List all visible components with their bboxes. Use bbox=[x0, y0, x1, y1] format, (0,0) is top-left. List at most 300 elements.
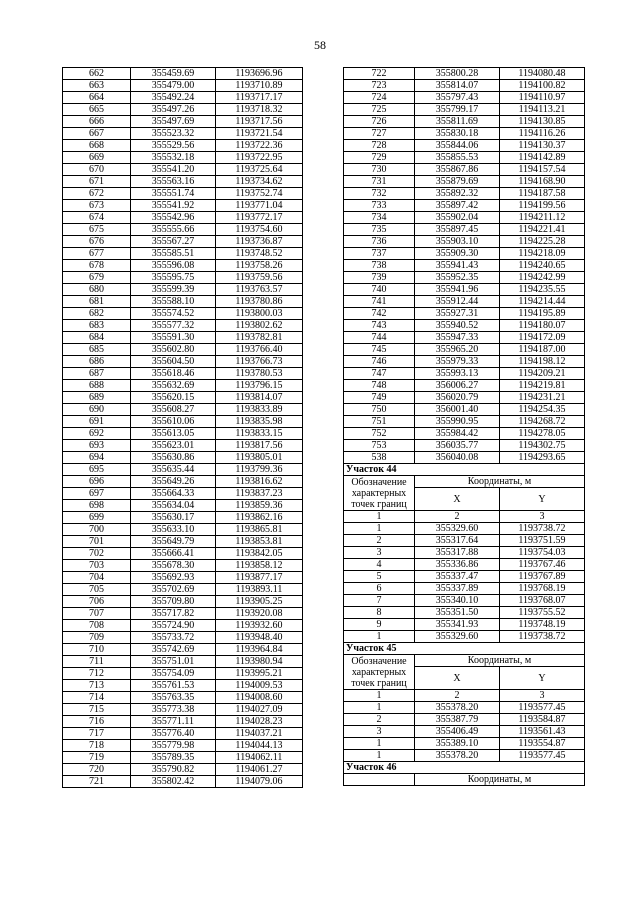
table-row bbox=[63, 728, 303, 740]
y-coordinate-cell: 1193862.16 bbox=[216, 512, 303, 524]
table-row bbox=[344, 128, 585, 140]
y-coordinate-cell: 1193932.60 bbox=[216, 620, 303, 632]
y-coordinate-cell: 1194180.07 bbox=[500, 320, 585, 332]
table-row bbox=[63, 392, 303, 404]
point-number-cell: 702 bbox=[63, 548, 131, 560]
x-coordinate-cell: 355567.27 bbox=[131, 236, 216, 248]
x-coordinate-cell: 355790.82 bbox=[131, 764, 216, 776]
table-row bbox=[344, 272, 585, 284]
header-row bbox=[344, 655, 585, 667]
y-coordinate-cell: 1193766.73 bbox=[216, 356, 303, 368]
point-number-cell: 722 bbox=[344, 68, 415, 80]
point-number-cell: 716 bbox=[63, 716, 131, 728]
y-coordinate-cell: 1193748.19 bbox=[500, 619, 585, 631]
y-coordinate-cell: 1193796.15 bbox=[216, 380, 303, 392]
x-coordinate-cell: 355492.24 bbox=[131, 92, 216, 104]
point-number-cell: 672 bbox=[63, 188, 131, 200]
x-coordinate-cell: 355635.44 bbox=[131, 464, 216, 476]
y-coordinate-cell: 1194254.35 bbox=[500, 404, 585, 416]
point-number-cell: 737 bbox=[344, 248, 415, 260]
x-coordinate-cell: 355630.86 bbox=[131, 452, 216, 464]
table-row bbox=[344, 140, 585, 152]
x-coordinate-cell: 355912.44 bbox=[415, 296, 500, 308]
x-coordinate-cell: 355773.38 bbox=[131, 704, 216, 716]
column-index-row bbox=[344, 511, 585, 523]
x-coordinate-cell: 355541.20 bbox=[131, 164, 216, 176]
point-number-cell: 685 bbox=[63, 344, 131, 356]
point-number-cell: 725 bbox=[344, 104, 415, 116]
y-coordinate-cell: 1193772.17 bbox=[216, 212, 303, 224]
table-row bbox=[344, 380, 585, 392]
point-number-cell: 677 bbox=[63, 248, 131, 260]
y-coordinate-cell: 1193752.74 bbox=[216, 188, 303, 200]
table-row bbox=[63, 224, 303, 236]
section-title-row bbox=[344, 643, 585, 655]
y-coordinate-cell: 1193799.36 bbox=[216, 464, 303, 476]
y-coordinate-cell: 1194130.85 bbox=[500, 116, 585, 128]
x-coordinate-cell: 355902.04 bbox=[415, 212, 500, 224]
table-row bbox=[344, 116, 585, 128]
point-number-cell: 713 bbox=[63, 680, 131, 692]
y-coordinate-cell: 1193717.56 bbox=[216, 116, 303, 128]
x-coordinate-cell: 355608.27 bbox=[131, 404, 216, 416]
point-number-cell: 662 bbox=[63, 68, 131, 80]
table-row bbox=[344, 92, 585, 104]
x-coordinate-cell: 355329.60 bbox=[415, 523, 500, 535]
point-number-cell: 720 bbox=[63, 764, 131, 776]
table-row bbox=[63, 572, 303, 584]
table-row bbox=[63, 404, 303, 416]
column-index: 1 bbox=[344, 511, 415, 523]
table-row bbox=[344, 260, 585, 272]
y-coordinate-cell: 1193782.81 bbox=[216, 332, 303, 344]
point-number-cell: 6 bbox=[344, 583, 415, 595]
y-coordinate-cell: 1193853.81 bbox=[216, 536, 303, 548]
y-coordinate-cell: 1194221.41 bbox=[500, 224, 585, 236]
section-title-row bbox=[344, 464, 585, 476]
point-number-cell: 4 bbox=[344, 559, 415, 571]
table-row bbox=[344, 702, 585, 714]
table-row bbox=[344, 750, 585, 762]
table-row bbox=[344, 248, 585, 260]
x-coordinate-cell: 355800.28 bbox=[415, 68, 500, 80]
y-coordinate-cell: 1194209.21 bbox=[500, 368, 585, 380]
x-coordinate-cell: 355341.93 bbox=[415, 619, 500, 631]
point-number-cell: 728 bbox=[344, 140, 415, 152]
point-number-cell: 9 bbox=[344, 619, 415, 631]
x-coordinate-cell: 355742.69 bbox=[131, 644, 216, 656]
point-number-cell: 704 bbox=[63, 572, 131, 584]
point-number-cell: 748 bbox=[344, 380, 415, 392]
point-number-cell: 2 bbox=[344, 535, 415, 547]
point-number-cell: 730 bbox=[344, 164, 415, 176]
y-coordinate-cell: 1193751.59 bbox=[500, 535, 585, 547]
point-number-cell: 683 bbox=[63, 320, 131, 332]
table-row bbox=[63, 176, 303, 188]
table-row bbox=[63, 188, 303, 200]
y-coordinate-cell: 1193722.36 bbox=[216, 140, 303, 152]
point-number-cell: 1 bbox=[344, 631, 415, 643]
table-row bbox=[63, 680, 303, 692]
table-row bbox=[63, 488, 303, 500]
table-row bbox=[63, 116, 303, 128]
point-number-cell: 718 bbox=[63, 740, 131, 752]
x-coordinate-cell: 355633.10 bbox=[131, 524, 216, 536]
point-number-cell: 1 bbox=[344, 750, 415, 762]
point-number-cell: 723 bbox=[344, 80, 415, 92]
point-designation-header: Обозначение характерных точек границ bbox=[344, 655, 415, 690]
point-number-cell: 678 bbox=[63, 260, 131, 272]
section-title: Участок 45 bbox=[344, 643, 585, 655]
section-title: Участок 46 bbox=[344, 762, 585, 774]
x-coordinate-cell: 355610.06 bbox=[131, 416, 216, 428]
y-coordinate-cell: 1193877.17 bbox=[216, 572, 303, 584]
point-number-cell: 733 bbox=[344, 200, 415, 212]
x-coordinate-cell: 355329.60 bbox=[415, 631, 500, 643]
y-coordinate-cell: 1193736.87 bbox=[216, 236, 303, 248]
x-coordinate-cell: 355892.32 bbox=[415, 188, 500, 200]
point-number-cell: 727 bbox=[344, 128, 415, 140]
table-row bbox=[63, 344, 303, 356]
table-row bbox=[63, 380, 303, 392]
point-number-cell: 2 bbox=[344, 714, 415, 726]
table-row bbox=[344, 68, 585, 80]
table-row bbox=[344, 535, 585, 547]
y-coordinate-cell: 1193995.21 bbox=[216, 668, 303, 680]
y-coordinate-cell: 1194187.00 bbox=[500, 344, 585, 356]
column-index: 2 bbox=[415, 690, 500, 702]
point-number-cell: 710 bbox=[63, 644, 131, 656]
point-number-cell: 681 bbox=[63, 296, 131, 308]
section-title-row bbox=[344, 762, 585, 774]
page-number: 58 bbox=[314, 38, 326, 52]
table-row bbox=[63, 416, 303, 428]
point-number-cell: 682 bbox=[63, 308, 131, 320]
x-coordinate-cell: 355623.01 bbox=[131, 440, 216, 452]
x-coordinate-cell: 355555.66 bbox=[131, 224, 216, 236]
y-coordinate-cell: 1193920.08 bbox=[216, 608, 303, 620]
point-number-cell: 671 bbox=[63, 176, 131, 188]
x-coordinate-cell: 355799.17 bbox=[415, 104, 500, 116]
table-row bbox=[63, 164, 303, 176]
y-coordinate-cell: 1194268.72 bbox=[500, 416, 585, 428]
table-row bbox=[63, 668, 303, 680]
table-row bbox=[63, 248, 303, 260]
y-coordinate-cell: 1193710.89 bbox=[216, 80, 303, 92]
y-coordinate-cell: 1193980.94 bbox=[216, 656, 303, 668]
point-number-cell: 8 bbox=[344, 607, 415, 619]
table-row bbox=[63, 596, 303, 608]
x-coordinate-cell: 355903.10 bbox=[415, 236, 500, 248]
x-coordinate-cell: 355830.18 bbox=[415, 128, 500, 140]
y-coordinate-cell: 1194168.90 bbox=[500, 176, 585, 188]
y-coordinate-cell: 1193754.03 bbox=[500, 547, 585, 559]
table-row bbox=[63, 92, 303, 104]
table-row bbox=[344, 296, 585, 308]
x-coordinate-cell: 355993.13 bbox=[415, 368, 500, 380]
point-number-cell: 742 bbox=[344, 308, 415, 320]
y-coordinate-cell: 1193721.54 bbox=[216, 128, 303, 140]
x-coordinate-cell: 355337.89 bbox=[415, 583, 500, 595]
table-row bbox=[344, 392, 585, 404]
x-coordinate-cell: 355542.96 bbox=[131, 212, 216, 224]
y-coordinate-cell: 1194219.81 bbox=[500, 380, 585, 392]
x-coordinate-cell: 355632.69 bbox=[131, 380, 216, 392]
x-coordinate-cell: 355979.33 bbox=[415, 356, 500, 368]
point-number-cell: 687 bbox=[63, 368, 131, 380]
table-row bbox=[344, 224, 585, 236]
point-number-cell: 666 bbox=[63, 116, 131, 128]
x-coordinate-cell: 355630.17 bbox=[131, 512, 216, 524]
y-coordinate-cell: 1193833.89 bbox=[216, 404, 303, 416]
point-number-cell: 705 bbox=[63, 584, 131, 596]
x-coordinate-cell: 355897.42 bbox=[415, 200, 500, 212]
x-coordinate-cell: 355591.30 bbox=[131, 332, 216, 344]
point-number-cell: 734 bbox=[344, 212, 415, 224]
table-row bbox=[63, 428, 303, 440]
x-coordinate-cell: 355797.43 bbox=[415, 92, 500, 104]
x-coordinate-cell: 355724.90 bbox=[131, 620, 216, 632]
x-coordinate-cell: 355779.98 bbox=[131, 740, 216, 752]
y-coordinate-cell: 1193817.56 bbox=[216, 440, 303, 452]
table-row bbox=[63, 692, 303, 704]
point-number-cell: 708 bbox=[63, 620, 131, 632]
point-number-cell: 715 bbox=[63, 704, 131, 716]
point-number-cell: 669 bbox=[63, 152, 131, 164]
table-row bbox=[344, 212, 585, 224]
table-row bbox=[344, 104, 585, 116]
column-index: 2 bbox=[415, 511, 500, 523]
table-row bbox=[344, 80, 585, 92]
y-coordinate-cell: 1194116.26 bbox=[500, 128, 585, 140]
y-coordinate-cell: 1194278.05 bbox=[500, 428, 585, 440]
table-row bbox=[344, 452, 585, 464]
coordinates-header: Координаты, м bbox=[415, 476, 585, 488]
table-row bbox=[344, 332, 585, 344]
table-row bbox=[344, 428, 585, 440]
point-number-cell: 707 bbox=[63, 608, 131, 620]
table-row bbox=[344, 164, 585, 176]
table-row bbox=[63, 440, 303, 452]
x-coordinate-cell: 355613.05 bbox=[131, 428, 216, 440]
x-coordinate-cell: 355351.50 bbox=[415, 607, 500, 619]
point-designation-header: Обозначение характерных точек границ bbox=[344, 476, 415, 511]
coordinates-table-left bbox=[62, 67, 303, 788]
x-coordinate-cell: 355990.95 bbox=[415, 416, 500, 428]
table-row bbox=[63, 560, 303, 572]
y-coordinate-cell: 1193835.98 bbox=[216, 416, 303, 428]
table-row bbox=[344, 308, 585, 320]
point-number-cell: 740 bbox=[344, 284, 415, 296]
table-row bbox=[63, 704, 303, 716]
y-coordinate-cell: 1193816.62 bbox=[216, 476, 303, 488]
y-coordinate-cell: 1193722.95 bbox=[216, 152, 303, 164]
y-coordinate-cell: 1193905.25 bbox=[216, 596, 303, 608]
table-row bbox=[63, 296, 303, 308]
x-coordinate-cell: 356035.77 bbox=[415, 440, 500, 452]
point-number-cell: 739 bbox=[344, 272, 415, 284]
table-row bbox=[63, 68, 303, 80]
coordinates-header: Координаты, м bbox=[415, 774, 585, 786]
y-coordinate-cell: 1193718.32 bbox=[216, 104, 303, 116]
y-coordinate-cell: 1193859.36 bbox=[216, 500, 303, 512]
table-row bbox=[344, 200, 585, 212]
x-coordinate-cell: 355664.33 bbox=[131, 488, 216, 500]
table-row bbox=[344, 619, 585, 631]
x-coordinate-cell: 355897.45 bbox=[415, 224, 500, 236]
point-number-cell: 735 bbox=[344, 224, 415, 236]
x-coordinate-cell: 355317.88 bbox=[415, 547, 500, 559]
y-coordinate-cell: 1194079.06 bbox=[216, 776, 303, 788]
table-row bbox=[63, 200, 303, 212]
table-row bbox=[63, 584, 303, 596]
y-coordinate-cell: 1193748.52 bbox=[216, 248, 303, 260]
y-coordinate-cell: 1194214.44 bbox=[500, 296, 585, 308]
x-coordinate-cell: 356040.08 bbox=[415, 452, 500, 464]
y-coordinate-cell: 1194037.21 bbox=[216, 728, 303, 740]
table-row bbox=[63, 260, 303, 272]
y-coordinate-cell: 1193696.96 bbox=[216, 68, 303, 80]
x-coordinate-cell: 355776.40 bbox=[131, 728, 216, 740]
table-row bbox=[63, 236, 303, 248]
y-coordinate-cell: 1193814.07 bbox=[216, 392, 303, 404]
x-coordinate-cell: 355984.42 bbox=[415, 428, 500, 440]
x-header: X bbox=[415, 667, 500, 690]
table-row bbox=[63, 368, 303, 380]
y-coordinate-cell: 1193842.05 bbox=[216, 548, 303, 560]
x-coordinate-cell: 355702.69 bbox=[131, 584, 216, 596]
y-coordinate-cell: 1194028.23 bbox=[216, 716, 303, 728]
table-row bbox=[63, 476, 303, 488]
y-coordinate-cell: 1193738.72 bbox=[500, 631, 585, 643]
x-coordinate-cell: 355497.26 bbox=[131, 104, 216, 116]
x-coordinate-cell: 355541.92 bbox=[131, 200, 216, 212]
x-coordinate-cell: 355754.09 bbox=[131, 668, 216, 680]
x-coordinate-cell: 356020.79 bbox=[415, 392, 500, 404]
table-row bbox=[63, 500, 303, 512]
table-row bbox=[63, 284, 303, 296]
point-number-cell: 732 bbox=[344, 188, 415, 200]
x-coordinate-cell: 355317.64 bbox=[415, 535, 500, 547]
y-coordinate-cell: 1193763.57 bbox=[216, 284, 303, 296]
point-number-cell: 750 bbox=[344, 404, 415, 416]
table-row bbox=[344, 320, 585, 332]
table-row bbox=[63, 104, 303, 116]
table-row bbox=[63, 512, 303, 524]
table-row bbox=[344, 188, 585, 200]
x-coordinate-cell: 355927.31 bbox=[415, 308, 500, 320]
x-coordinate-cell: 355406.49 bbox=[415, 726, 500, 738]
table-row bbox=[63, 716, 303, 728]
y-coordinate-cell: 1194027.09 bbox=[216, 704, 303, 716]
table-row bbox=[63, 524, 303, 536]
point-number-cell: 714 bbox=[63, 692, 131, 704]
y-coordinate-cell: 1193780.86 bbox=[216, 296, 303, 308]
y-coordinate-cell: 1194235.55 bbox=[500, 284, 585, 296]
point-number-cell: 680 bbox=[63, 284, 131, 296]
point-number-cell: 736 bbox=[344, 236, 415, 248]
y-coordinate-cell: 1194110.97 bbox=[500, 92, 585, 104]
point-number-cell: 7 bbox=[344, 595, 415, 607]
point-number-cell: 717 bbox=[63, 728, 131, 740]
table-row bbox=[63, 752, 303, 764]
table-row bbox=[63, 212, 303, 224]
point-number-cell: 753 bbox=[344, 440, 415, 452]
point-number-cell: 689 bbox=[63, 392, 131, 404]
table-row bbox=[344, 583, 585, 595]
table-row bbox=[344, 152, 585, 164]
point-number-cell: 5 bbox=[344, 571, 415, 583]
point-number-cell: 752 bbox=[344, 428, 415, 440]
y-coordinate-cell: 1194199.56 bbox=[500, 200, 585, 212]
x-coordinate-cell: 355618.46 bbox=[131, 368, 216, 380]
point-number-cell: 706 bbox=[63, 596, 131, 608]
x-coordinate-cell: 355389.10 bbox=[415, 738, 500, 750]
y-coordinate-cell: 1193800.03 bbox=[216, 308, 303, 320]
y-coordinate-cell: 1193865.81 bbox=[216, 524, 303, 536]
x-coordinate-cell: 355529.56 bbox=[131, 140, 216, 152]
y-coordinate-cell: 1193759.56 bbox=[216, 272, 303, 284]
x-coordinate-cell: 355733.72 bbox=[131, 632, 216, 644]
x-coordinate-cell: 355947.33 bbox=[415, 332, 500, 344]
x-coordinate-cell: 355771.11 bbox=[131, 716, 216, 728]
point-number-cell: 663 bbox=[63, 80, 131, 92]
table-row bbox=[344, 236, 585, 248]
y-coordinate-cell: 1193780.53 bbox=[216, 368, 303, 380]
y-coordinate-cell: 1194009.53 bbox=[216, 680, 303, 692]
y-coordinate-cell: 1194302.75 bbox=[500, 440, 585, 452]
x-coordinate-cell: 355523.32 bbox=[131, 128, 216, 140]
point-number-cell: 724 bbox=[344, 92, 415, 104]
table-row bbox=[63, 620, 303, 632]
table-row bbox=[344, 416, 585, 428]
y-coordinate-cell: 1193802.62 bbox=[216, 320, 303, 332]
x-coordinate-cell: 355634.04 bbox=[131, 500, 216, 512]
x-coordinate-cell: 355378.20 bbox=[415, 702, 500, 714]
point-number-cell: 743 bbox=[344, 320, 415, 332]
x-coordinate-cell: 355867.86 bbox=[415, 164, 500, 176]
y-coordinate-cell: 1194157.54 bbox=[500, 164, 585, 176]
y-coordinate-cell: 1193964.84 bbox=[216, 644, 303, 656]
table-row bbox=[63, 464, 303, 476]
point-number-cell: 688 bbox=[63, 380, 131, 392]
x-coordinate-cell: 355855.53 bbox=[415, 152, 500, 164]
y-coordinate-cell: 1194225.28 bbox=[500, 236, 585, 248]
table-row bbox=[63, 644, 303, 656]
y-coordinate-cell: 1194100.82 bbox=[500, 80, 585, 92]
table-row bbox=[344, 523, 585, 535]
point-number-cell: 696 bbox=[63, 476, 131, 488]
table-row bbox=[344, 726, 585, 738]
x-coordinate-cell: 355692.93 bbox=[131, 572, 216, 584]
x-coordinate-cell: 355595.75 bbox=[131, 272, 216, 284]
point-number-cell: 679 bbox=[63, 272, 131, 284]
y-coordinate-cell: 1194293.65 bbox=[500, 452, 585, 464]
table-row bbox=[63, 740, 303, 752]
y-coordinate-cell: 1194130.37 bbox=[500, 140, 585, 152]
point-number-cell: 675 bbox=[63, 224, 131, 236]
table-row bbox=[344, 631, 585, 643]
table-row bbox=[63, 272, 303, 284]
x-coordinate-cell: 355599.39 bbox=[131, 284, 216, 296]
point-number-cell: 691 bbox=[63, 416, 131, 428]
x-coordinate-cell: 355879.69 bbox=[415, 176, 500, 188]
y-coordinate-cell: 1193837.23 bbox=[216, 488, 303, 500]
y-coordinate-cell: 1194080.48 bbox=[500, 68, 585, 80]
point-number-cell: 1 bbox=[344, 523, 415, 535]
x-coordinate-cell: 355941.43 bbox=[415, 260, 500, 272]
column-index-row bbox=[344, 690, 585, 702]
